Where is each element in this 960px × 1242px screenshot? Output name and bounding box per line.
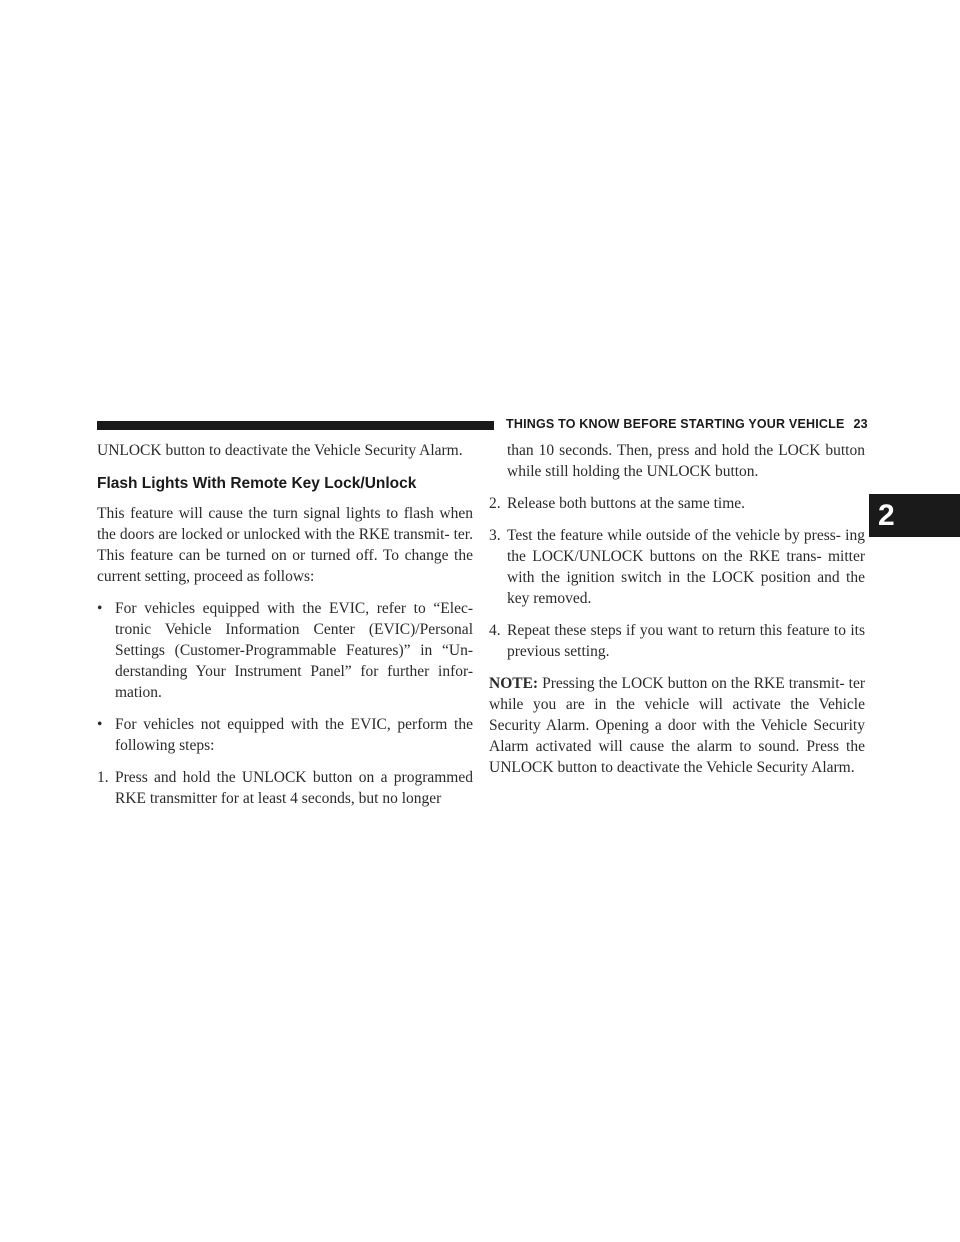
note-label: NOTE: bbox=[489, 675, 539, 692]
step-item bbox=[97, 767, 473, 809]
chapter-tab[interactable]: 2 bbox=[869, 494, 960, 537]
step-text: Press and hold the UNLOCK button on a programmed RKE transmitter for at least 4 seconds, but no longer bbox=[115, 769, 473, 807]
step-number: 4. bbox=[489, 622, 501, 639]
continued-paragraph: UNLOCK button to deactivate the Vehicle Security Alarm. bbox=[97, 442, 463, 459]
intro-paragraph: This feature will cause the turn signal lights to flash when the doors are locked or unlocked with the RKE transmit- ter. This feature can be turned on or turned off. To change the current setting, proceed as follows: bbox=[97, 505, 473, 585]
step-text: Test the feature while outside of the vehicle by press- ing the LOCK/UNLOCK buttons on the RKE trans- mitter with the ignition switch in the LOCK position and the key removed. bbox=[507, 527, 865, 607]
note-text: Pressing the LOCK button on the RKE transmit- ter while you are in the vehicle will activate the Vehicle Security Alarm. Opening a door with the Vehicle Security Alarm activated will cause the alarm to sound. Press the UNLOCK button to deactivate the Vehicle Security Alarm. bbox=[489, 675, 866, 776]
section-heading: Flash Lights With Remote Key Lock/Unlock bbox=[97, 475, 417, 492]
step-continued: than 10 seconds. Then, press and hold the LOCK button while still holding the UNLOCK button. bbox=[507, 442, 865, 480]
step-item bbox=[489, 525, 865, 609]
bullet-icon: • bbox=[97, 600, 103, 617]
header-title: THINGS TO KNOW BEFORE STARTING YOUR VEHICLE bbox=[506, 417, 845, 431]
page-number: 23 bbox=[853, 417, 868, 431]
list-item bbox=[97, 714, 473, 756]
step-item bbox=[489, 620, 865, 662]
step-item bbox=[489, 493, 865, 514]
step-text: Repeat these steps if you want to return this feature to its previous setting. bbox=[507, 622, 865, 660]
header-rule bbox=[97, 421, 494, 430]
list-item-text: For vehicles equipped with the EVIC, refer to “Elec- tronic Vehicle Information Center (EVIC)/Personal Settings (Customer-Programmable Features)” in “Un- derstanding Your Instrument Panel” for further infor- mation. bbox=[115, 600, 473, 701]
bullet-icon: • bbox=[97, 716, 103, 733]
step-number: 3. bbox=[489, 527, 501, 544]
running-header bbox=[506, 417, 868, 431]
list-item bbox=[97, 598, 473, 703]
step-number: 2. bbox=[489, 495, 501, 512]
note-paragraph bbox=[489, 673, 865, 778]
list-item-text: For vehicles not equipped with the EVIC, perform the following steps: bbox=[115, 716, 473, 754]
step-number: 1. bbox=[97, 769, 109, 786]
left-column bbox=[97, 440, 473, 809]
step-text: Release both buttons at the same time. bbox=[507, 495, 746, 512]
right-column bbox=[489, 440, 865, 778]
